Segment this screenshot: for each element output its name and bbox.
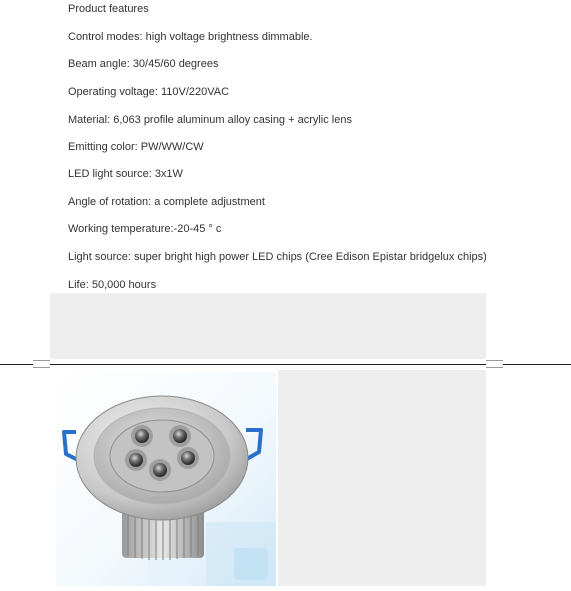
feature-working-temperature: Working temperature:-20-45 ° c (68, 223, 222, 235)
feature-life: Life: 50,000 hours (68, 279, 157, 291)
image-side-panel (278, 370, 486, 586)
feature-light-source: Light source: super bright high power LED chips (Cree Edison Epistar bridgelux chips) (68, 251, 487, 263)
upper-gray-panel (50, 293, 486, 359)
led-downlight-image (56, 372, 276, 586)
feature-operating-voltage: Operating voltage: 110V/220VAC (68, 86, 230, 98)
feature-beam-angle: Beam angle: 30/45/60 degrees (68, 58, 219, 70)
led-downlight-icon (56, 372, 276, 586)
feature-emitting-color: Emitting color: PW/WW/CW (68, 141, 204, 153)
feature-angle-of-rotation: Angle of rotation: a complete adjustment (68, 196, 265, 208)
right-divider-handle[interactable] (486, 360, 503, 368)
feature-material: Material: 6,063 profile aluminum alloy casing + acrylic lens (68, 114, 352, 126)
feature-control-modes: Control modes: high voltage brightness dimmable. (68, 31, 313, 43)
features-heading: Product features (68, 3, 149, 15)
feature-led-light-source: LED light source: 3x1W (68, 168, 183, 180)
left-divider-handle[interactable] (33, 360, 50, 368)
